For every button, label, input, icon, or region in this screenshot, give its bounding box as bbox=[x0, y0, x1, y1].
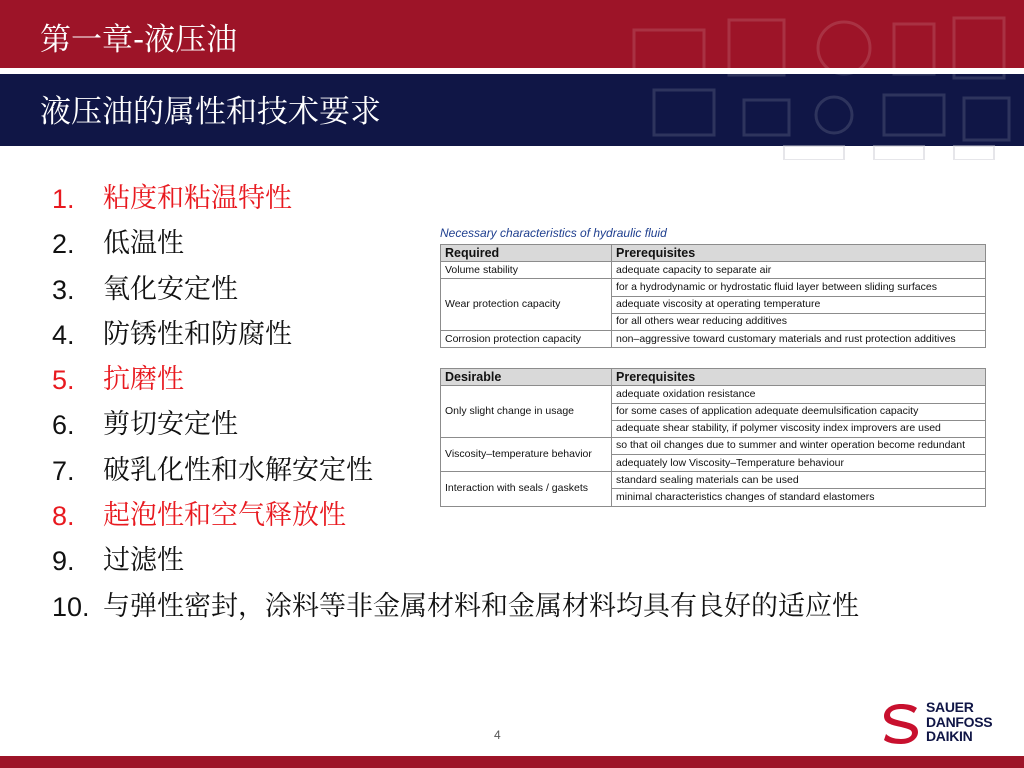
prerequisite-cell: for a hydrodynamic or hydrostatic fluid layer between sliding surfaces bbox=[612, 279, 986, 296]
characteristic-cell: Viscosity–temperature behavior bbox=[441, 437, 612, 471]
company-logo bbox=[882, 700, 1002, 750]
item-text: 剪切安定性 bbox=[103, 409, 238, 441]
item-number: 4. bbox=[52, 319, 75, 350]
item-text: 抗磨性 bbox=[103, 364, 184, 396]
characteristic-cell: Volume stability bbox=[441, 262, 612, 279]
item-number: 7. bbox=[52, 455, 75, 486]
table-header-cell: Prerequisites bbox=[612, 369, 986, 386]
item-text: 破乳化性和水解安定性 bbox=[103, 454, 373, 486]
item-number: 8. bbox=[52, 501, 75, 532]
prerequisite-cell: adequate capacity to separate air bbox=[612, 262, 986, 279]
table-row bbox=[441, 437, 986, 454]
characteristic-cell: Corrosion protection capacity bbox=[441, 330, 612, 347]
item-number: 6. bbox=[52, 410, 75, 441]
table-row bbox=[441, 472, 986, 489]
list-item bbox=[52, 588, 859, 633]
characteristic-cell: Only slight change in usage bbox=[441, 386, 612, 438]
list-item bbox=[52, 180, 859, 225]
item-number: 3. bbox=[52, 274, 75, 305]
table-row bbox=[441, 279, 986, 296]
prerequisite-cell: non–aggressive toward customary materials and rust protection additives bbox=[612, 330, 986, 347]
prerequisite-cell: adequately low Viscosity–Temperature behaviour bbox=[612, 455, 986, 472]
table-header-cell: Desirable bbox=[441, 369, 612, 386]
characteristic-cell: Wear protection capacity bbox=[441, 279, 612, 331]
characteristic-cell: Interaction with seals / gaskets bbox=[441, 472, 612, 506]
logo-line: DANFOSS bbox=[926, 713, 993, 730]
prerequisite-cell: adequate viscosity at operating temperature bbox=[612, 296, 986, 313]
table-header-row bbox=[441, 245, 986, 262]
logo-line: DAIKIN bbox=[926, 728, 973, 744]
item-number: 1. bbox=[52, 184, 75, 214]
page-number: 4 bbox=[494, 728, 501, 742]
table-row bbox=[441, 262, 986, 279]
prerequisite-cell: adequate shear stability, if polymer viscosity index improvers are used bbox=[612, 420, 986, 437]
chapter-header-band bbox=[0, 0, 1024, 68]
footer-band bbox=[0, 756, 1024, 768]
figure-caption: Necessary characteristics of hydraulic fluid bbox=[440, 226, 667, 240]
item-text: 起泡性和空气释放性 bbox=[103, 500, 346, 532]
item-text: 低温性 bbox=[103, 228, 184, 260]
table-header-cell: Required bbox=[441, 245, 612, 262]
item-text: 与弹性密封，涂料等非金属材料和金属材料均具有良好的适应性 bbox=[103, 590, 859, 622]
chapter-title: 第一章-液压油 bbox=[40, 22, 238, 58]
required-table bbox=[440, 244, 986, 348]
item-number: 5. bbox=[52, 365, 75, 396]
item-text: 过滤性 bbox=[103, 545, 184, 577]
slide-title: 液压油的属性和技术要求 bbox=[40, 94, 381, 130]
prerequisite-cell: for some cases of application adequate deemulsification capacity bbox=[612, 403, 986, 420]
list-item bbox=[52, 542, 859, 587]
item-number: 2. bbox=[52, 229, 75, 260]
item-text: 氧化安定性 bbox=[103, 273, 238, 305]
desirable-table bbox=[440, 368, 986, 507]
item-number: 9. bbox=[52, 546, 75, 577]
table-header-row bbox=[441, 369, 986, 386]
table-row bbox=[441, 386, 986, 403]
prerequisite-cell: for all others wear reducing additives bbox=[612, 313, 986, 330]
table-gap bbox=[440, 348, 986, 368]
item-text: 粘度和粘温特性 bbox=[103, 183, 292, 214]
logo-wordmark bbox=[926, 700, 992, 744]
item-text: 防锈性和防腐性 bbox=[103, 318, 292, 350]
prerequisite-cell: minimal characteristics changes of standard elastomers bbox=[612, 489, 986, 506]
table-row bbox=[441, 330, 986, 347]
item-number: 10. bbox=[52, 591, 90, 622]
danfoss-s-icon bbox=[882, 702, 920, 744]
prerequisite-cell: standard sealing materials can be used bbox=[612, 472, 986, 489]
prerequisite-cell: so that oil changes due to summer and winter operation become redundant bbox=[612, 437, 986, 454]
prerequisite-cell: adequate oxidation resistance bbox=[612, 386, 986, 403]
logo-line: SAUER bbox=[926, 699, 974, 715]
slide-title-band bbox=[0, 74, 1024, 146]
table-header-cell: Prerequisites bbox=[612, 245, 986, 262]
hydraulic-fluid-figure bbox=[440, 224, 986, 507]
